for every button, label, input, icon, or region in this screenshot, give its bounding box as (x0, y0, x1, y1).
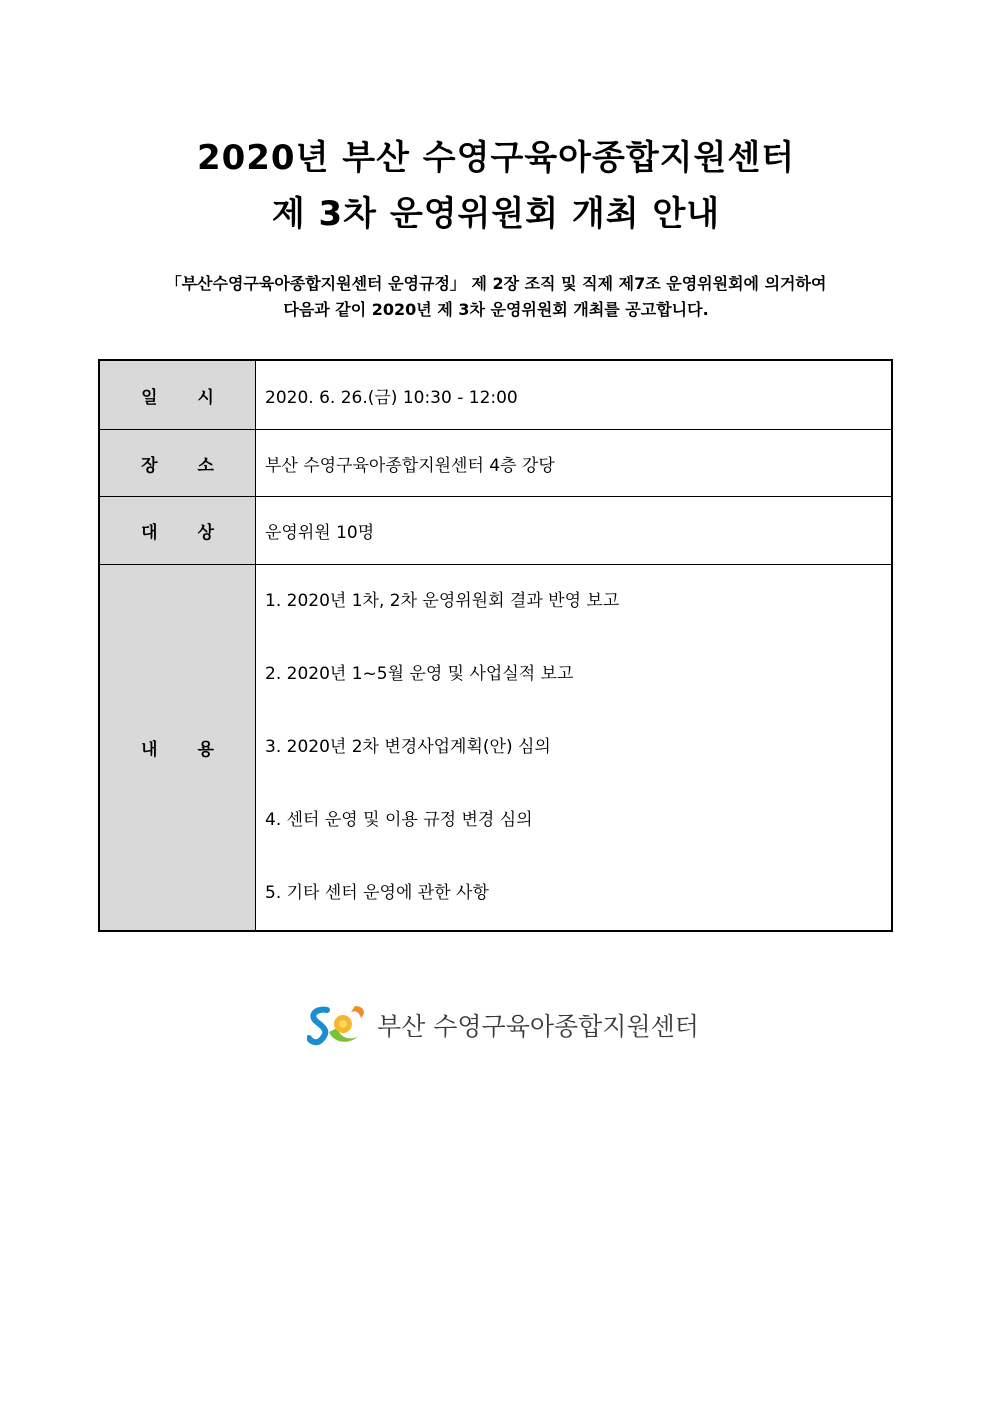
footer-org-name: 부산 수영구육아종합지원센터 (377, 1012, 699, 1041)
agenda-item: 5. 기타 센터 운영에 관한 사항 (265, 883, 489, 903)
attendees-label: 대상 (99, 497, 256, 565)
datetime-label: 일시 (99, 360, 256, 430)
page-title-line2: 제 3차 운영위원회 개최 안내 (271, 194, 721, 234)
agenda-item: 2. 2020년 1~5월 운영 및 사업실적 보고 (265, 664, 574, 684)
footer-logo (307, 1002, 699, 1048)
datetime-value: 2020. 6. 26.(금) 10:30 - 12:00 (256, 360, 893, 430)
center-logo-icon (307, 1002, 371, 1048)
location-value: 부산 수영구육아종합지원센터 4층 강당 (256, 430, 893, 497)
content-value (256, 565, 893, 932)
agenda-item: 4. 센터 운영 및 이용 규정 변경 심의 (265, 810, 533, 830)
intro-line2: 다음과 같이 2020년 제 3차 운영위원회 개최를 공고합니다. (283, 300, 709, 319)
content-label: 내용 (99, 565, 256, 932)
table-row-location (99, 430, 892, 497)
table-row-datetime (99, 360, 892, 430)
attendees-value: 운영위원 10명 (256, 497, 893, 565)
meeting-info-table (98, 359, 893, 932)
page-title-line1: 2020년 부산 수영구육아종합지원센터 (196, 138, 796, 178)
table-row-content (99, 565, 892, 932)
location-label: 장소 (99, 430, 256, 497)
agenda-item: 1. 2020년 1차, 2차 운영위원회 결과 반영 보고 (265, 591, 620, 611)
intro-line1: 「부산수영구육아종합지원센터 운영규정」 제 2장 조직 및 직제 제7조 운영위원회에 의거하여 (165, 274, 827, 293)
agenda-item: 3. 2020년 2차 변경사업계획(안) 심의 (265, 737, 551, 757)
table-row-attendees (99, 497, 892, 565)
